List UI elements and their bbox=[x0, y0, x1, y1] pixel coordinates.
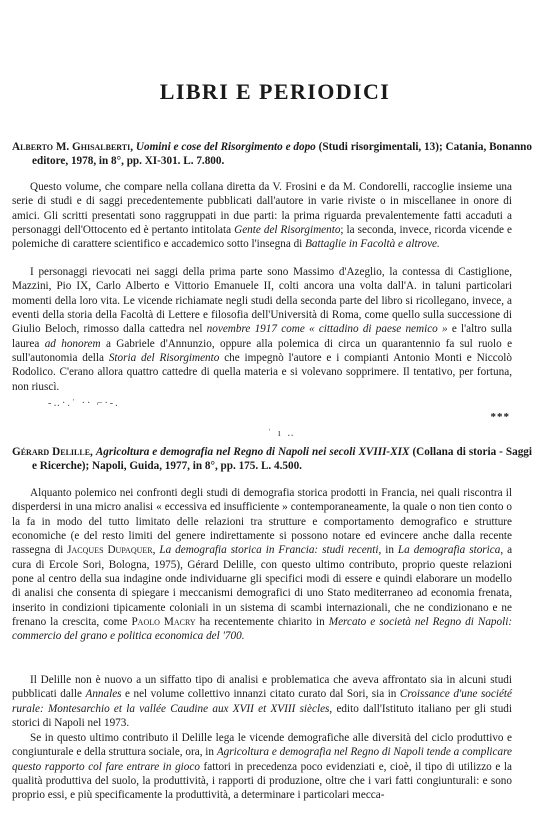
review-2-author: Gérard Delille, bbox=[12, 446, 93, 458]
ink-smudge: -‥·.ˈ ·· ⌐·-. bbox=[48, 398, 120, 409]
review-2-book-title: Agricoltura e demografia nel Regno di Napoli nei secoli XVIII-XIX bbox=[95, 446, 410, 458]
review-2-paragraph-1: Alquanto polemico nei confronti degli studi di demografia storica prodotti in Francia, nei quali riscontra il disperdersi in una micro analisi « eccessiva ed insufficiente » contemporaneamente, la quale o non tien conto o la fa in modo del tutto limitato delle relazioni tra strutture e comportamento demografico e strutture economiche (e del resto limiti del genere indirettamente si possono notare ed evincere anche dalla recente rassegna di Jacques Dupaquer, La demografia storica in Francia: studi recenti, in La demografia storica, a cura di Ercole Sori, Bologna, 1975), Gérard Delille, con questo ultimo contributo, proprio queste relazioni pone al centro della sua indagine onde individuarne gli specifici modi di essere e quindi elaborare un modello di analisi che consenta di spiegare i meccanismi demografici di uno Stato mediterraneo ad economia frenata, inserito in condizioni tipicamente coloniali in un sistema di scambi internazionali, che ne condizionano e ne frenano la crescita, come Paolo Macry ha recentemente chiarito in Mercato e società nel Regno di Napoli: commercio del grano e politica economica del '700. bbox=[12, 487, 513, 643]
ink-smudge-2: ˈ ı ‥ bbox=[268, 428, 296, 439]
review-1-citation bbox=[12, 140, 532, 169]
review-2-citation bbox=[12, 445, 532, 474]
review-1-book-title: Uomini e cose del Risorgimento e dopo bbox=[135, 141, 316, 153]
review-2-paragraph-3: Se in questo ultimo contributo il Delille lega le vicende demografiche alle diversità del ciclo produttivo e congiunturale e della struttura sociale, ora, in Agricoltura e demografia nel Regno di Napoli tende a complicare questo rapporto col fare entrare in gioco fattori in precedenza poco evidenziati e, cioè, il tipo di utilizzo e la qualità produttiva del suolo, la produttività, i rapporti di produzione, oltre che i vari fatti congiunturali: e sono proprio essi, e più specificamente la produttività, a determinare i particolari mecca- bbox=[12, 732, 512, 802]
review-1-paragraph-1: Questo volume, che compare nella collana diretta da V. Frosini e da M. Condorelli, raccoglie insieme una serie di studi e di saggi precedentemente pubblicati dall'autore in varie riviste o in miscellanee in onore di amici. Gli scritti presentati sono raggruppati in due parti: la prima riguarda prevalentemente fatti accaduti a personaggi dell'Ottocento ed è pertanto intitolata Gente del Risorgimento; la seconda, invece, ricorda vicende e polemiche di carattere scientifico e accademico sotto l'insegna di Battaglie in Facoltà e altrove. bbox=[12, 181, 512, 251]
review-1-paragraph-2: I personaggi rievocati nei saggi della prima parte sono Massimo d'Azeglio, la contessa di Castiglione, Mazzini, Pio IX, Carlo Alberto e Vittorio Emanuele II, colti ancora una volta dall'A. in taluni particolari momenti della loro vita. Le vicende richiamate negli studi della seconda parte del libro si ricollegano, invece, a eventi della storia della Facoltà di Lettere e filosofia dell'Università di Roma, come quello sulla successione di Giulio Beloch, rimosso dalla cattedra nel novembre 1917 come « cittadino di paese nemico » e l'altro sulla laurea ad honorem a Gabriele d'Annunzio, oppure alla polemica di circa un quarantennio fa sul ruolo e sull'autonomia della Storia del Risorgimento che impegnò l'autore e i compianti Antonio Monti e Niccolò Rodolico. C'erano allora quattro cattedre di quella materia e si volevano sopprimere. Il tentativo, per fortuna, non riuscì. bbox=[12, 266, 513, 393]
page-title: LIBRI E PERIODICI bbox=[159, 79, 391, 104]
section-separator: *** bbox=[490, 411, 510, 423]
review-2-details: (Collana di storia - Saggi e Ricerche); Napoli, Guida, 1977, in 8°, pp. 175. L. 4.500. bbox=[32, 446, 533, 473]
review-2-paragraph-2: Il Delille non è nuovo a un siffatto tipo di analisi e problematica che aveva affrontato sia in alcuni studi pubblicati dalle Annales e nel volume collettivo innanzi citato curato dal Sori, sia in Croissance d'une société rurale: Montesarchio et la vallée Caudine aux XVII et XVIII siècles, edito dall'Istituto italiano per gli studi storici di Napoli nel 1973. bbox=[12, 674, 513, 730]
review-1-details: (Studi risorgimentali, 13); Catania, Bonanno editore, 1978, in 8°, pp. XI-301. L. 7.800. bbox=[32, 141, 533, 168]
review-1-author: Alberto M. Ghisalberti, bbox=[12, 141, 134, 153]
